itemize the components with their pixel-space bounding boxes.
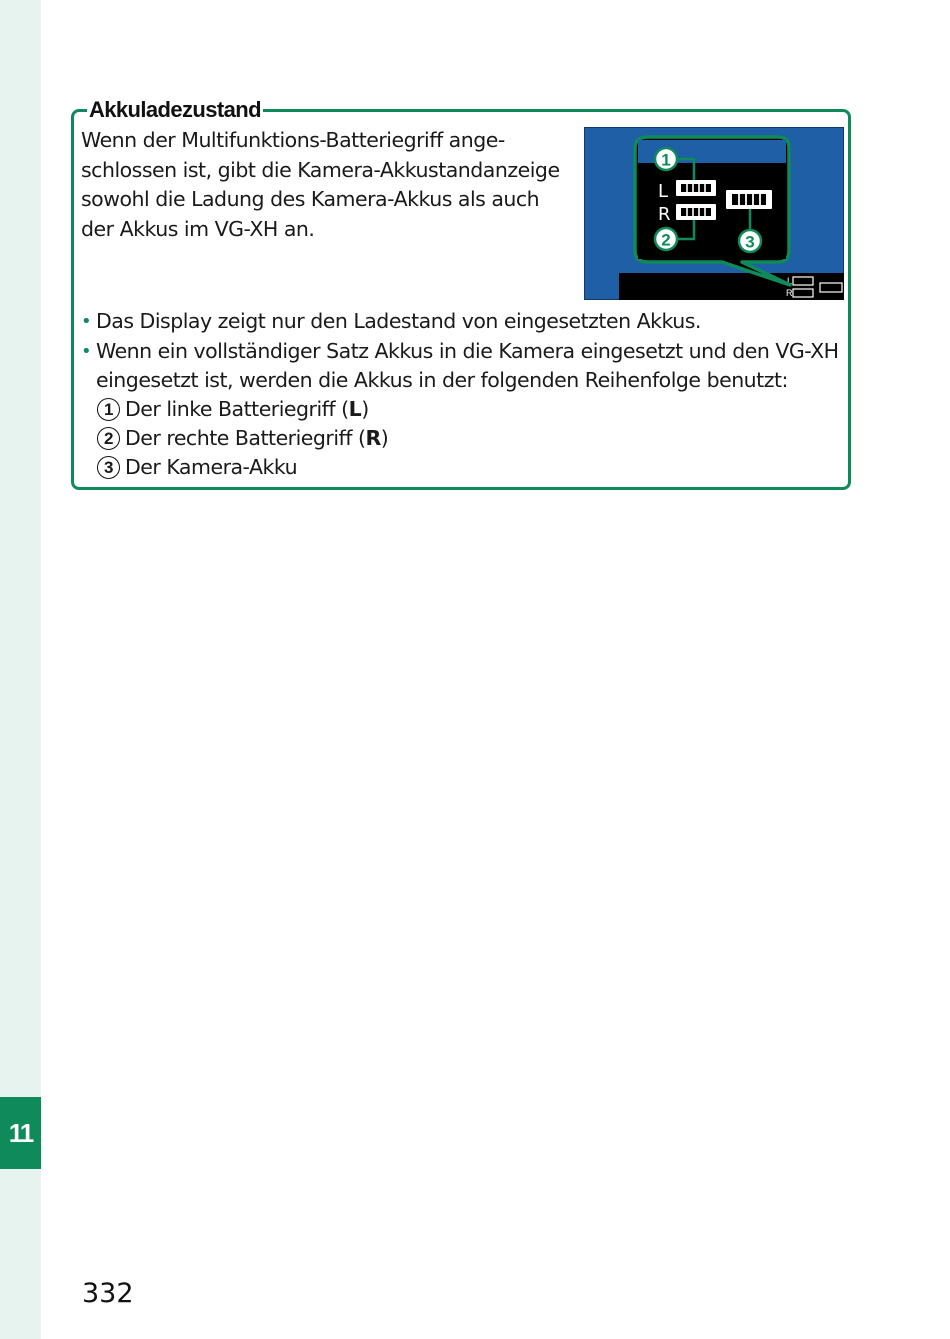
step-text-end: ) (380, 426, 389, 450)
step-text-end: ) (361, 397, 369, 421)
intro-line: Wenn der Multifunktions-Batteriegriff ange- (81, 128, 505, 152)
circled-number-2-icon: 2 (97, 427, 120, 450)
bullet-text: Das Display zeigt nur den Ladestand von eingesetzten Akkus. (96, 309, 701, 333)
step-text: Der Kamera-Akku (125, 455, 298, 479)
callout-1 (655, 148, 677, 170)
svg-text:L: L (658, 181, 669, 202)
bullet-text: Wenn ein vollständiger Satz Akkus in die Kamera eingesetzt und den VG-XH eingesetzt ist, werden die Akkus in der folgenden Reihenfolge benutzt: (96, 338, 839, 392)
order-step (97, 395, 388, 424)
step-text: Der rechte Batteriegriff ( (125, 426, 366, 450)
callout-3 (739, 230, 761, 252)
circled-number-3-icon: 3 (97, 456, 120, 479)
battery-indicator-illustration (584, 127, 844, 300)
svg-text:2: 2 (661, 230, 671, 250)
svg-text:R: R (658, 204, 671, 225)
svg-text:L: L (787, 276, 793, 286)
intro-line: der Akkus im VG-XH an. (81, 216, 315, 241)
intro-line: schlossen ist, gibt die Kamera-Akkustandanzeige (81, 157, 560, 182)
chapter-tab: 11 (0, 1097, 41, 1169)
bullet-dot-icon: • (81, 311, 92, 332)
page-number: 332 (82, 1278, 134, 1309)
intro-line: sowohl die Ladung des Kamera-Akkus als auch (81, 187, 540, 211)
callout-2 (655, 228, 677, 250)
order-step (97, 424, 388, 453)
step-key: R (365, 426, 381, 450)
svg-text:3: 3 (745, 232, 755, 252)
bullet-item (81, 337, 841, 396)
svg-text:R: R (786, 288, 793, 298)
usage-order-list (97, 395, 388, 482)
bullet-item (81, 307, 841, 337)
svg-text:1: 1 (661, 150, 671, 170)
note-title: Akkuladezustand (89, 97, 261, 122)
circled-number-1-icon: 1 (97, 398, 120, 421)
order-step (97, 453, 388, 482)
note-bullets (81, 307, 841, 396)
step-key: L (348, 397, 362, 421)
bullet-dot-icon: • (81, 340, 92, 362)
step-text: Der linke Batteriegriff ( (125, 397, 349, 421)
note-intro (81, 126, 561, 244)
